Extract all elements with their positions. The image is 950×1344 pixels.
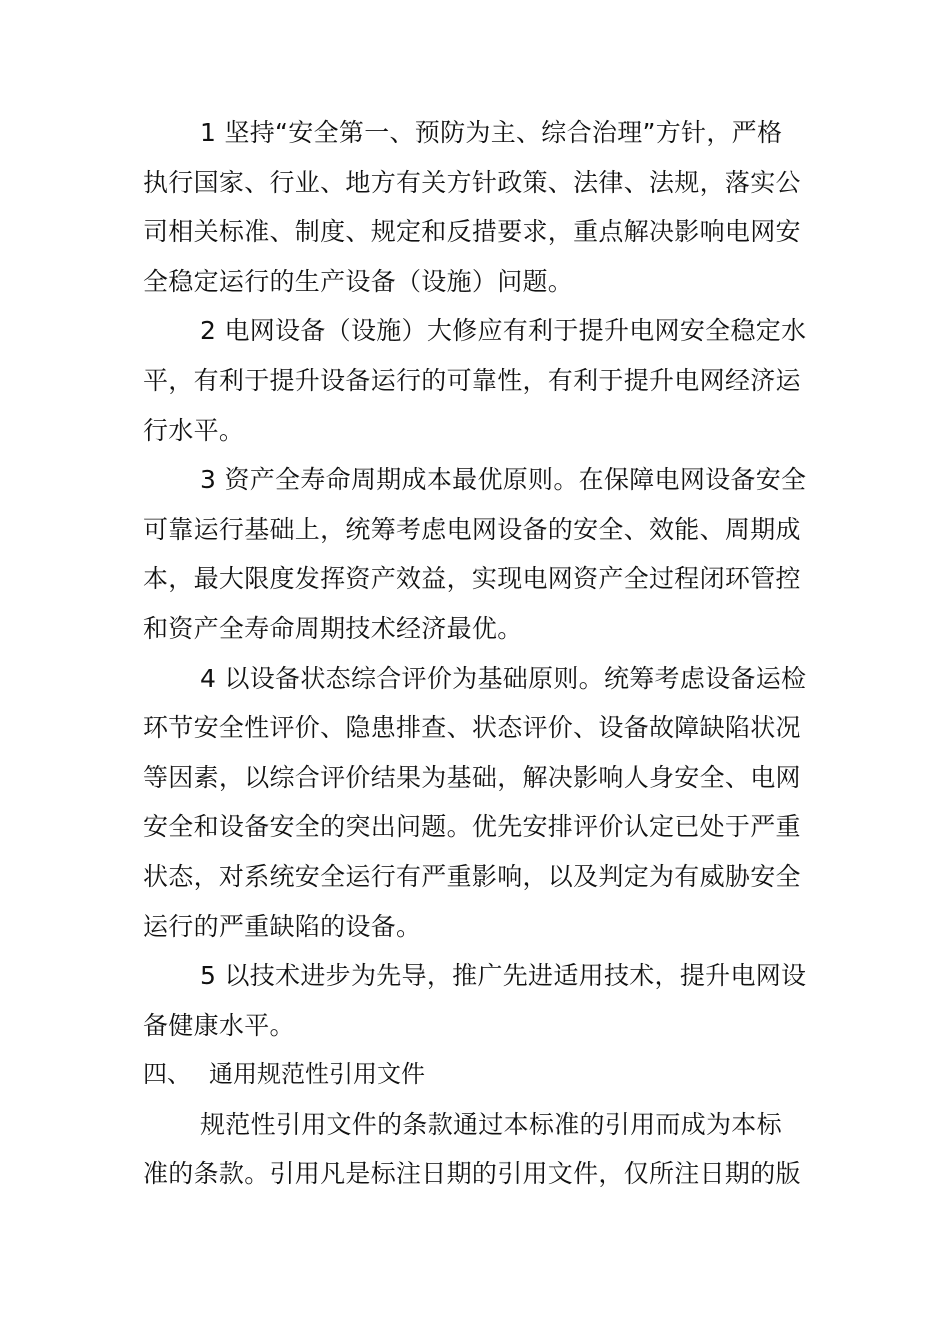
section-paragraph (143, 1100, 833, 1199)
paragraph-line: 5 以技术进步为先导，推广先进适用技术，提升电网设 (200, 961, 807, 991)
paragraph-line: 安全和设备安全的突出问题。优先安排评价认定已处于严重 (143, 812, 801, 842)
section-heading (143, 1050, 833, 1100)
document-page (143, 108, 833, 1199)
paragraph-line: 平，有利于提升设备运行的可靠性，有利于提升电网经济运 (143, 365, 801, 395)
paragraph-line: 状态，对系统安全运行有严重影响，以及判定为有威胁安全 (143, 861, 801, 891)
paragraph-line: 运行的严重缺陷的设备。 (143, 911, 422, 941)
paragraph-line: 和资产全寿命周期技术经济最优。 (143, 613, 523, 643)
paragraph-line: 1 坚持“安全第一、预防为主、综合治理”方针，严格 (200, 118, 783, 147)
section-title: 通用规范性引用文件 (209, 1060, 425, 1089)
paragraph-line: 环节安全性评价、隐患排查、状态评价、设备故障缺陷状况 (143, 713, 801, 743)
paragraph-line: 行水平。 (143, 415, 245, 445)
paragraph-1 (143, 108, 833, 306)
paragraph-5 (143, 951, 833, 1050)
paragraph-line: 2 电网设备（设施）大修应有利于提升电网安全稳定水 (200, 316, 807, 346)
paragraph-line: 司相关标准、制度、规定和反措要求，重点解决影响电网安 (143, 217, 801, 247)
paragraph-line: 执行国家、行业、地方有关方针政策、法律、法规，落实公 (143, 167, 801, 197)
paragraph-line: 4 以设备状态综合评价为基础原则。统筹考虑设备运检 (200, 663, 807, 693)
paragraph-line: 规范性引用文件的条款通过本标准的引用而成为本标 (200, 1109, 782, 1139)
paragraph-line: 本，最大限度发挥资产效益，实现电网资产全过程闭环管控 (143, 564, 801, 594)
paragraph-line: 准的条款。引用凡是标注日期的引用文件，仅所注日期的版 (143, 1159, 801, 1189)
paragraph-line: 等因素，以综合评价结果为基础，解决影响人身安全、电网 (143, 762, 801, 792)
paragraph-line: 3 资产全寿命周期成本最优原则。在保障电网设备安全 (200, 465, 807, 495)
paragraph-3 (143, 455, 833, 653)
paragraph-line: 全稳定运行的生产设备（设施）问题。 (143, 266, 574, 296)
paragraph-4 (143, 654, 833, 952)
paragraph-line: 可靠运行基础上，统筹考虑电网设备的安全、效能、周期成 (143, 514, 801, 544)
section-number: 四、 (143, 1060, 191, 1089)
paragraph-line: 备健康水平。 (143, 1010, 295, 1040)
paragraph-2 (143, 306, 833, 455)
